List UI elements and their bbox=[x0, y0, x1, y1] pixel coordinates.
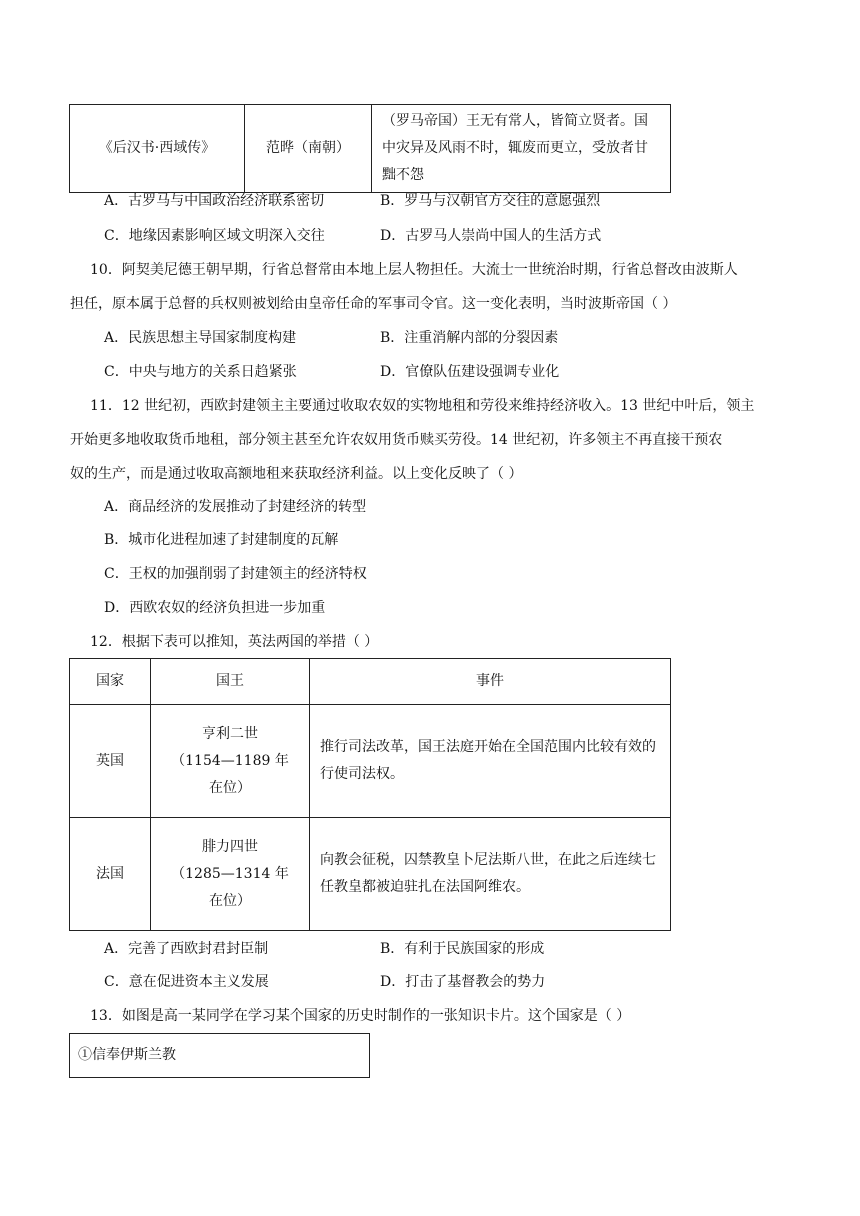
card-item: ①信奉伊斯兰教 bbox=[78, 1047, 176, 1063]
king-name: 亨利二世 bbox=[202, 725, 258, 742]
q9-option-a[interactable]: A．古罗马与中国政治经济联系密切 bbox=[104, 193, 325, 209]
king-reign: （1154—1189 年在位） bbox=[171, 752, 289, 796]
q10-option-a[interactable]: A．民族思想主导国家制度构建 bbox=[104, 330, 297, 346]
source-table-author bbox=[245, 105, 372, 193]
q9-option-c[interactable]: C．地缘因素影响区域文明深入交往 bbox=[104, 228, 325, 244]
content-text: （罗马帝国）王无有常人，皆简立贤者。国中灾异及风雨不时，辄废而更立，受放者甘黜不怨 bbox=[382, 113, 648, 183]
source-table bbox=[69, 104, 671, 193]
book-title: 《后汉书·西域传》 bbox=[98, 140, 216, 156]
q9-option-d[interactable]: D．古罗马人崇尚中国人的生活方式 bbox=[380, 228, 602, 244]
q10-stem-line-2: 担任，原本属于总督的兵权则被划给由皇帝任命的军事司令官。这一变化表明，当时波斯帝国（ ） bbox=[70, 296, 677, 312]
header-king: 国王 bbox=[151, 659, 310, 705]
q12-option-a[interactable]: A．完善了西欧封君封臣制 bbox=[104, 941, 269, 957]
q11-option-b[interactable]: B．城市化进程加速了封建制度的瓦解 bbox=[104, 532, 339, 548]
q13-stem: 13．如图是高一某同学在学习某个国家的历史时制作的一张知识卡片。这个国家是（ ） bbox=[90, 1008, 631, 1024]
q11-stem-line-2: 开始更多地收取货币地租，部分领主甚至允许农奴用货币赎买劳役。14 世纪初，许多领主不再直接干预农 bbox=[70, 432, 723, 448]
q12-option-d[interactable]: D．打击了基督教会的势力 bbox=[380, 974, 546, 990]
q10-stem-line-1: 10．阿契美尼德王朝早期，行省总督常由本地上层人物担任。大流士一世统治时期，行省总督改由波斯人 bbox=[90, 262, 738, 278]
q11-option-d[interactable]: D．西欧农奴的经济负担进一步加重 bbox=[104, 600, 326, 616]
author: 范晔（南朝） bbox=[266, 140, 350, 156]
source-table-content bbox=[372, 105, 671, 193]
row-england-king bbox=[151, 705, 310, 818]
q12-option-c[interactable]: C．意在促进资本主义发展 bbox=[104, 974, 269, 990]
q11-stem-line-3: 奴的生产，而是通过收取高额地租来获取经济利益。以上变化反映了（ ） bbox=[70, 466, 523, 482]
header-country: 国家 bbox=[70, 659, 151, 705]
row-england-event: 推行司法改革，国王法庭开始在全国范围内比较有效的行使司法权。 bbox=[310, 705, 671, 818]
q10-option-d[interactable]: D．官僚队伍建设强调专业化 bbox=[380, 364, 560, 380]
source-table-book bbox=[70, 105, 245, 193]
row-france-king bbox=[151, 818, 310, 931]
row-england-country: 英国 bbox=[70, 705, 151, 818]
king-name: 腓力四世 bbox=[202, 838, 258, 855]
q12-stem: 12．根据下表可以推知，英法两国的举措（ ） bbox=[90, 634, 379, 650]
king-reign: （1285—1314 年在位） bbox=[171, 865, 289, 909]
knowledge-card bbox=[69, 1033, 370, 1078]
q12-option-b[interactable]: B．有利于民族国家的形成 bbox=[380, 941, 545, 957]
q10-option-b[interactable]: B．注重消解内部的分裂因素 bbox=[380, 330, 559, 346]
row-france-event: 向教会征税，囚禁教皇卜尼法斯八世，在此之后连续七任教皇都被迫驻扎在法国阿维农。 bbox=[310, 818, 671, 931]
q11-option-c[interactable]: C．王权的加强削弱了封建领主的经济特权 bbox=[104, 566, 367, 582]
q11-stem-line-1: 11．12 世纪初，西欧封建领主主要通过收取农奴的实物地租和劳役来维持经济收入。13 世纪中叶后，领主 bbox=[90, 398, 755, 414]
q10-option-c[interactable]: C．中央与地方的关系日趋紧张 bbox=[104, 364, 297, 380]
q12-table bbox=[69, 658, 671, 931]
header-event: 事件 bbox=[310, 659, 671, 705]
q9-option-b[interactable]: B．罗马与汉朝官方交往的意愿强烈 bbox=[380, 193, 601, 209]
q11-option-a[interactable]: A．商品经济的发展推动了封建经济的转型 bbox=[104, 499, 367, 515]
row-france-country: 法国 bbox=[70, 818, 151, 931]
